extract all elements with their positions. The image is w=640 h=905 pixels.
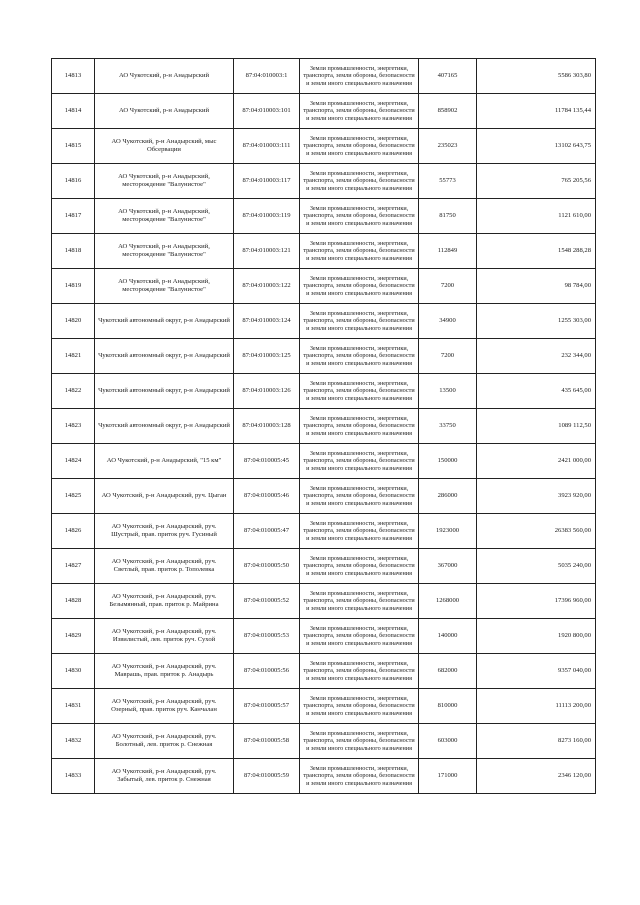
table-row [52,164,596,199]
area-cell: 367000 [419,549,477,584]
table-row [52,234,596,269]
land-category-cell: Земли промышленности, энергетики, транспорта, земли обороны, безопасности и земли иного специального назначения [300,549,419,584]
row-number-cell: 14828 [52,584,95,619]
row-number-cell: 14817 [52,199,95,234]
cadastral-cost-cell: 2346 120,00 [477,759,596,794]
area-cell: 112849 [419,234,477,269]
table-row [52,304,596,339]
address-cell: АО Чукотский, р-н Анадырский, мыс Обсервации [95,129,234,164]
cadastral-cost-cell: 13102 643,75 [477,129,596,164]
cadastral-cost-cell: 435 645,00 [477,374,596,409]
row-number-cell: 14827 [52,549,95,584]
cadastral-number-cell: 87:04:010003:121 [234,234,300,269]
land-category-cell: Земли промышленности, энергетики, транспорта, земли обороны, безопасности и земли иного специального назначения [300,374,419,409]
cadastral-cost-cell: 17396 960,00 [477,584,596,619]
cadastral-number-cell: 87:04:010003:128 [234,409,300,444]
area-cell: 81750 [419,199,477,234]
row-number-cell: 14824 [52,444,95,479]
area-cell: 33750 [419,409,477,444]
land-category-cell: Земли промышленности, энергетики, транспорта, земли обороны, безопасности и земли иного специального назначения [300,304,419,339]
table-row [52,724,596,759]
row-number-cell: 14821 [52,339,95,374]
row-number-cell: 14826 [52,514,95,549]
address-cell: Чукотский автономный округ, р-н Анадырский [95,304,234,339]
table-row [52,584,596,619]
address-cell: АО Чукотский, р-н Анадырский, руч. Болотный, лев. приток р. Снежная [95,724,234,759]
area-cell: 858902 [419,94,477,129]
land-cadastre-table [51,58,596,794]
area-cell: 13500 [419,374,477,409]
table-row [52,59,596,94]
table-row [52,689,596,724]
cadastral-number-cell: 87:04:010005:50 [234,549,300,584]
address-cell: АО Чукотский, р-н Анадырский, руч. Цыган [95,479,234,514]
cadastral-number-cell: 87:04:010005:53 [234,619,300,654]
address-cell: АО Чукотский, р-н Анадырский, руч. Безымянный, прав. приток р. Майрина [95,584,234,619]
area-cell: 150000 [419,444,477,479]
table-row [52,654,596,689]
address-cell: АО Чукотский, р-н Анадырский, руч. Маврашь, прав. приток р. Анадырь [95,654,234,689]
table-row [52,549,596,584]
cadastral-number-cell: 87:04:010005:46 [234,479,300,514]
land-category-cell: Земли промышленности, энергетики, транспорта, земли обороны, безопасности и земли иного специального назначения [300,164,419,199]
cadastral-number-cell: 87:04:010005:45 [234,444,300,479]
address-cell: АО Чукотский, р-н Анадырский, месторождение "Валунистое" [95,234,234,269]
cadastral-cost-cell: 765 205,56 [477,164,596,199]
row-number-cell: 14819 [52,269,95,304]
cadastral-number-cell: 87:04:010003:124 [234,304,300,339]
area-cell: 1923000 [419,514,477,549]
table-row [52,269,596,304]
cadastral-number-cell: 87:04:010005:59 [234,759,300,794]
area-cell: 407165 [419,59,477,94]
cadastral-cost-cell: 9357 040,00 [477,654,596,689]
area-cell: 682000 [419,654,477,689]
address-cell: АО Чукотский, р-н Анадырский, месторождение "Валунистое" [95,199,234,234]
area-cell: 140000 [419,619,477,654]
land-category-cell: Земли промышленности, энергетики, транспорта, земли обороны, безопасности и земли иного специального назначения [300,759,419,794]
cadastral-cost-cell: 1548 288,28 [477,234,596,269]
table-row [52,374,596,409]
cadastral-cost-cell: 11784 135,44 [477,94,596,129]
address-cell: АО Чукотский, р-н Анадырский, руч. Шустрый, прав. приток руч. Гусиный [95,514,234,549]
table-row [52,479,596,514]
area-cell: 7200 [419,339,477,374]
cadastral-number-cell: 87:04:010005:56 [234,654,300,689]
row-number-cell: 14823 [52,409,95,444]
cadastral-number-cell: 87:04:010003:101 [234,94,300,129]
cadastral-cost-cell: 26383 560,00 [477,514,596,549]
area-cell: 1268000 [419,584,477,619]
cadastral-cost-cell: 5035 240,00 [477,549,596,584]
row-number-cell: 14820 [52,304,95,339]
table-row [52,759,596,794]
cadastral-number-cell: 87:04:010003:125 [234,339,300,374]
address-cell: Чукотский автономный округ, р-н Анадырский [95,339,234,374]
area-cell: 7200 [419,269,477,304]
land-category-cell: Земли промышленности, энергетики, транспорта, земли обороны, безопасности и земли иного специального назначения [300,689,419,724]
cadastral-cost-cell: 11113 200,00 [477,689,596,724]
cadastral-number-cell: 87:04:010003:1 [234,59,300,94]
area-cell: 810000 [419,689,477,724]
cadastral-number-cell: 87:04:010005:57 [234,689,300,724]
cadastral-number-cell: 87:04:010005:52 [234,584,300,619]
cadastral-number-cell: 87:04:010003:119 [234,199,300,234]
land-category-cell: Земли промышленности, энергетики, транспорта, земли обороны, безопасности и земли иного специального назначения [300,479,419,514]
land-category-cell: Земли промышленности, энергетики, транспорта, земли обороны, безопасности и земли иного специального назначения [300,584,419,619]
cadastral-number-cell: 87:04:010003:122 [234,269,300,304]
row-number-cell: 14831 [52,689,95,724]
cadastral-cost-cell: 3923 920,00 [477,479,596,514]
land-category-cell: Земли промышленности, энергетики, транспорта, земли обороны, безопасности и земли иного специального назначения [300,269,419,304]
address-cell: АО Чукотский, р-н Анадырский, руч. Светлый, прав. приток р. Тополевка [95,549,234,584]
area-cell: 603000 [419,724,477,759]
table-row [52,514,596,549]
row-number-cell: 14816 [52,164,95,199]
table-row [52,409,596,444]
table-row [52,199,596,234]
address-cell: АО Чукотский, р-н Анадырский, руч. Озерный, прав. приток руч. Канчалан [95,689,234,724]
address-cell: АО Чукотский, р-н Анадырский, руч. Забытый, лев. приток р. Снежная [95,759,234,794]
cadastral-cost-cell: 98 784,00 [477,269,596,304]
address-cell: Чукотский автономный округ, р-н Анадырский [95,374,234,409]
cadastral-cost-cell: 8273 160,00 [477,724,596,759]
cadastral-cost-cell: 232 344,00 [477,339,596,374]
row-number-cell: 14815 [52,129,95,164]
row-number-cell: 14818 [52,234,95,269]
area-cell: 34900 [419,304,477,339]
cadastral-cost-cell: 5586 303,80 [477,59,596,94]
land-category-cell: Земли промышленности, энергетики, транспорта, земли обороны, безопасности и земли иного специального назначения [300,619,419,654]
row-number-cell: 14832 [52,724,95,759]
row-number-cell: 14813 [52,59,95,94]
cadastral-number-cell: 87:04:010005:47 [234,514,300,549]
land-category-cell: Земли промышленности, энергетики, транспорта, земли обороны, безопасности и земли иного специального назначения [300,409,419,444]
table-row [52,619,596,654]
cadastral-number-cell: 87:04:010003:117 [234,164,300,199]
land-category-cell: Земли промышленности, энергетики, транспорта, земли обороны, безопасности и земли иного специального назначения [300,129,419,164]
land-category-cell: Земли промышленности, энергетики, транспорта, земли обороны, безопасности и земли иного специального назначения [300,654,419,689]
table-row [52,129,596,164]
address-cell: АО Чукотский, р-н Анадырский, месторождение "Валунистое" [95,269,234,304]
land-category-cell: Земли промышленности, энергетики, транспорта, земли обороны, безопасности и земли иного специального назначения [300,59,419,94]
row-number-cell: 14830 [52,654,95,689]
table-row [52,444,596,479]
address-cell: АО Чукотский, р-н Анадырский [95,94,234,129]
address-cell: АО Чукотский, р-н Анадырский, месторождение "Валунистое" [95,164,234,199]
area-cell: 55773 [419,164,477,199]
land-category-cell: Земли промышленности, энергетики, транспорта, земли обороны, безопасности и земли иного специального назначения [300,514,419,549]
cadastral-number-cell: 87:04:010003:111 [234,129,300,164]
cadastral-cost-cell: 1920 800,00 [477,619,596,654]
table-body [52,59,596,794]
address-cell: АО Чукотский, р-н Анадырский, "15 км" [95,444,234,479]
table-row [52,94,596,129]
land-category-cell: Земли промышленности, энергетики, транспорта, земли обороны, безопасности и земли иного специального назначения [300,94,419,129]
address-cell: АО Чукотский, р-н Анадырский [95,59,234,94]
cadastral-number-cell: 87:04:010005:58 [234,724,300,759]
land-category-cell: Земли промышленности, энергетики, транспорта, земли обороны, безопасности и земли иного специального назначения [300,339,419,374]
row-number-cell: 14833 [52,759,95,794]
cadastral-cost-cell: 1255 303,00 [477,304,596,339]
address-cell: АО Чукотский, р-н Анадырский, руч. Извилистый, лев. приток руч. Сухой [95,619,234,654]
area-cell: 286000 [419,479,477,514]
cadastral-cost-cell: 2421 000,00 [477,444,596,479]
land-category-cell: Земли промышленности, энергетики, транспорта, земли обороны, безопасности и земли иного специального назначения [300,724,419,759]
area-cell: 171000 [419,759,477,794]
area-cell: 235023 [419,129,477,164]
address-cell: Чукотский автономный округ, р-н Анадырский [95,409,234,444]
row-number-cell: 14814 [52,94,95,129]
land-category-cell: Земли промышленности, энергетики, транспорта, земли обороны, безопасности и земли иного специального назначения [300,234,419,269]
land-category-cell: Земли промышленности, энергетики, транспорта, земли обороны, безопасности и земли иного специального назначения [300,444,419,479]
cadastral-number-cell: 87:04:010003:126 [234,374,300,409]
cadastral-cost-cell: 1121 610,00 [477,199,596,234]
row-number-cell: 14822 [52,374,95,409]
land-category-cell: Земли промышленности, энергетики, транспорта, земли обороны, безопасности и земли иного специального назначения [300,199,419,234]
row-number-cell: 14829 [52,619,95,654]
row-number-cell: 14825 [52,479,95,514]
table-row [52,339,596,374]
cadastral-cost-cell: 1089 112,50 [477,409,596,444]
